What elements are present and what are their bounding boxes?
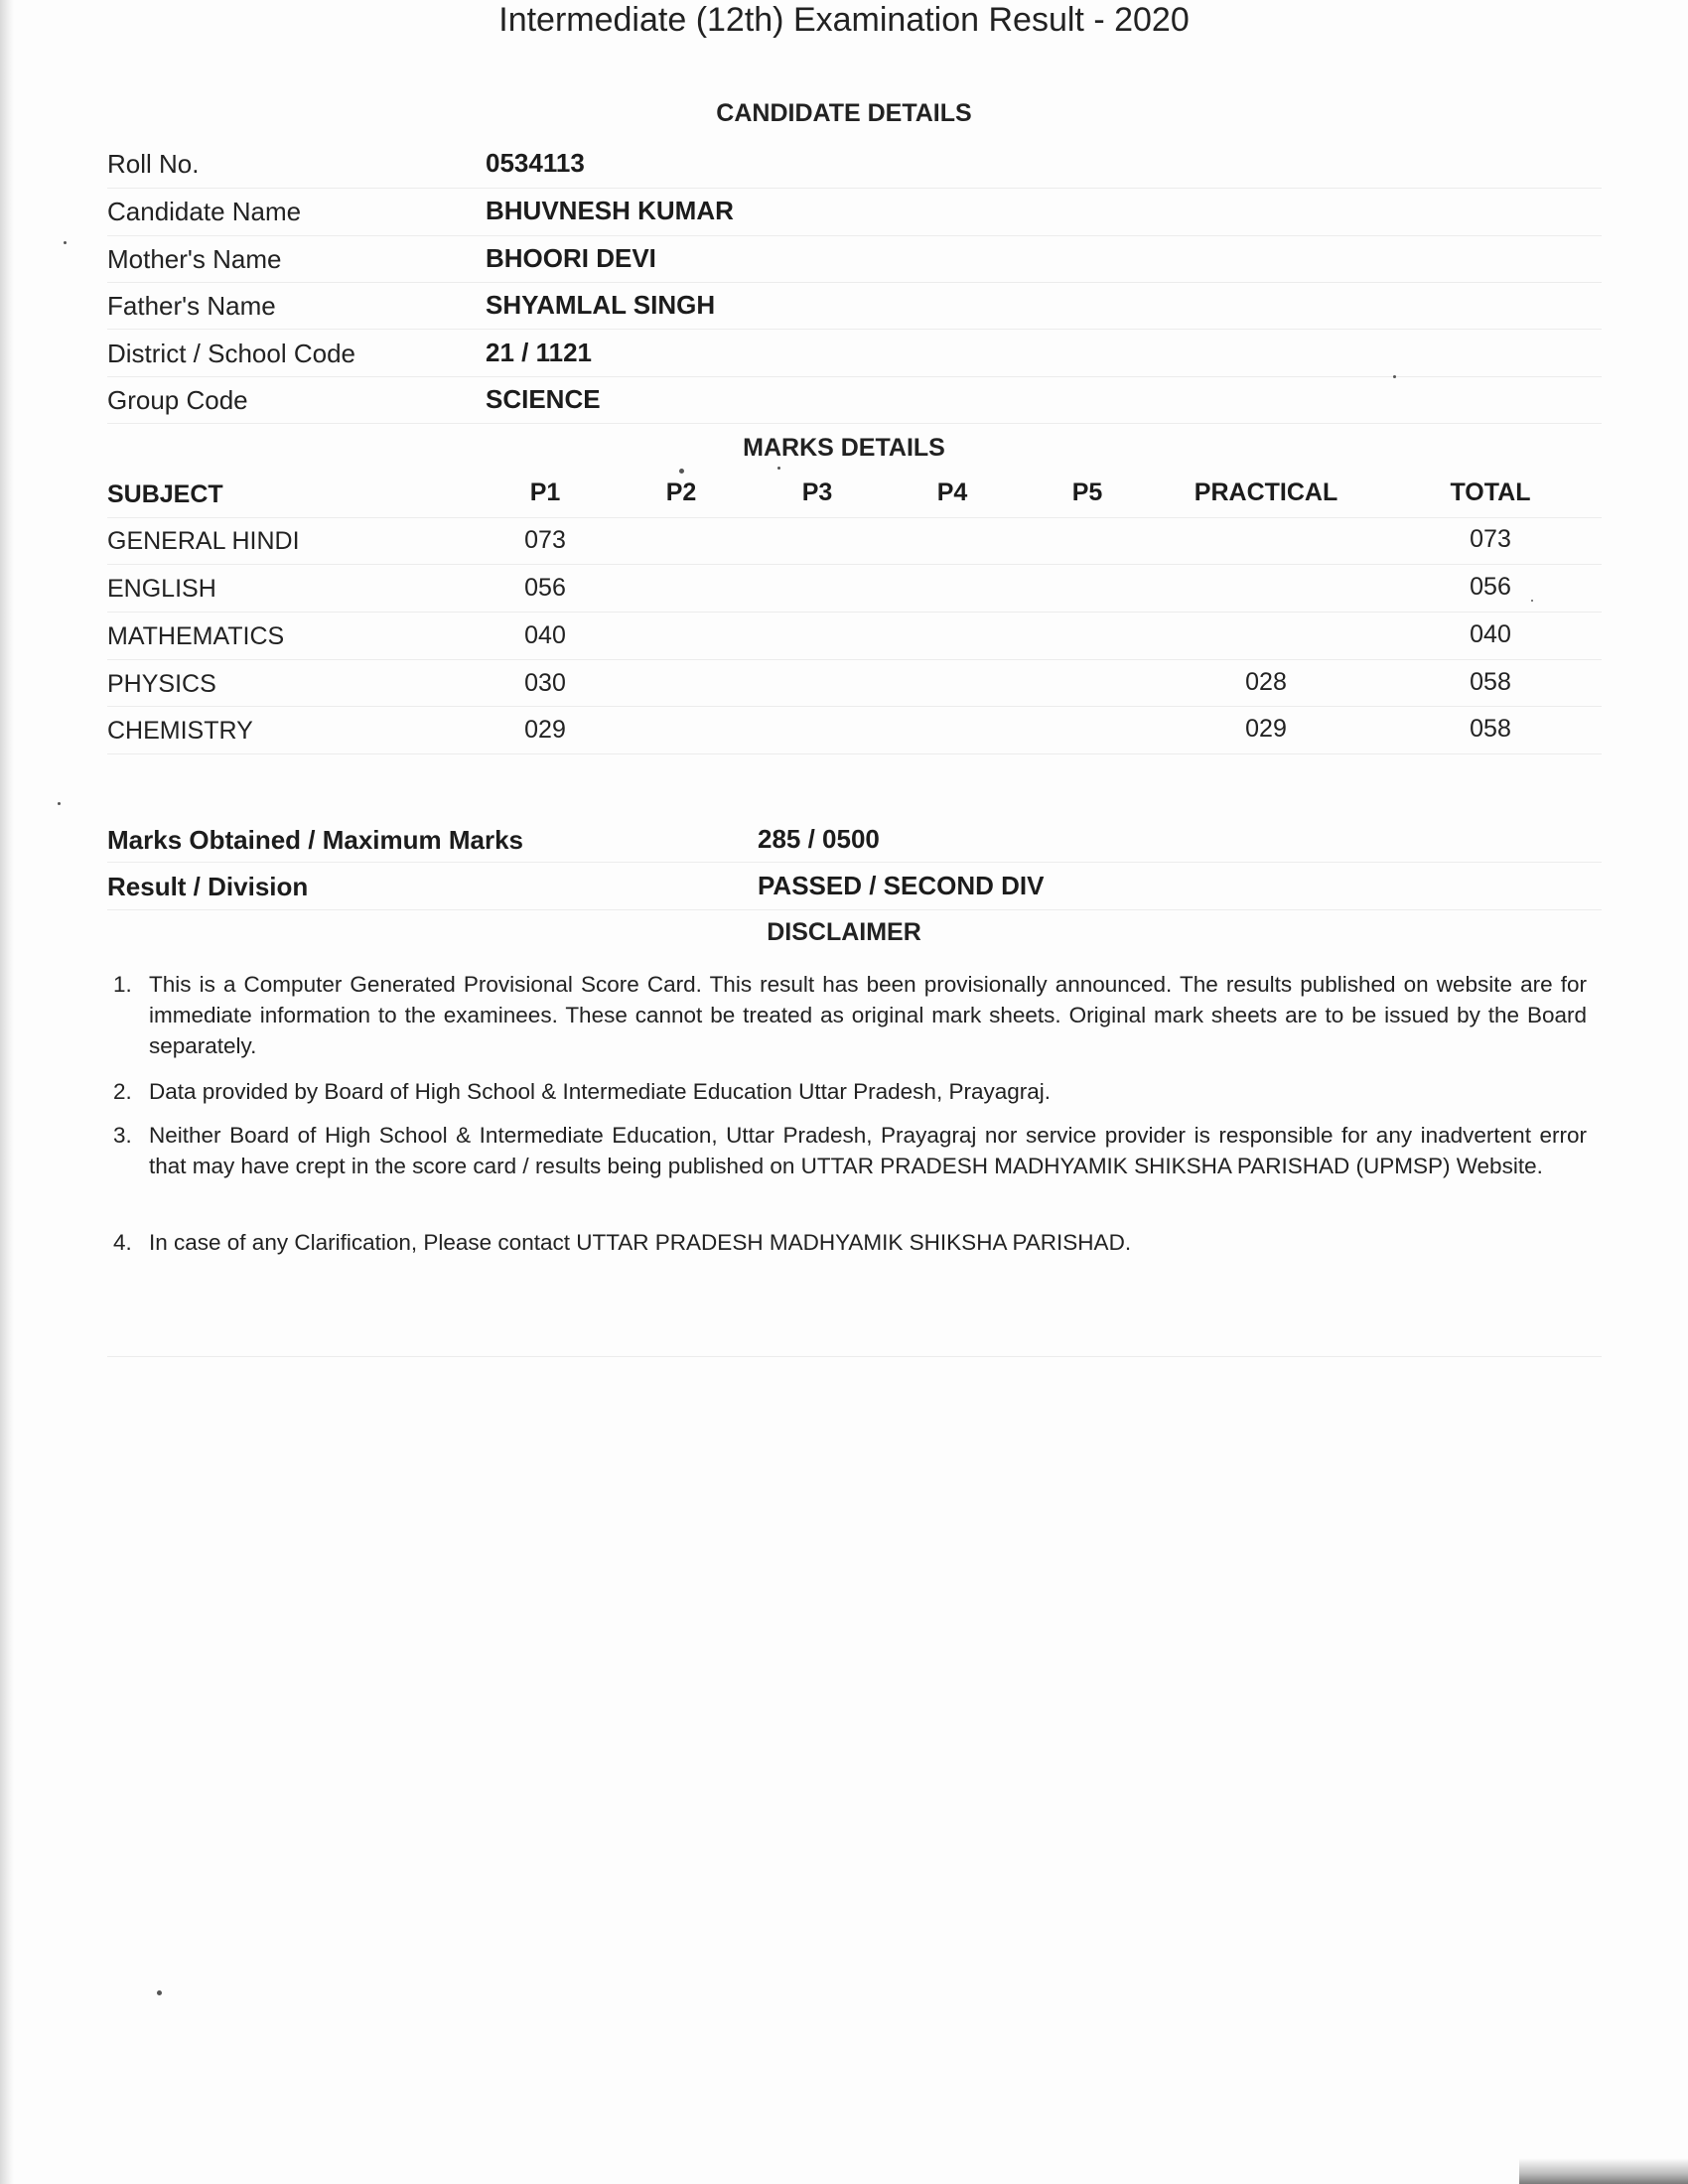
marks-obtained-value: 285 / 0500 — [758, 824, 880, 854]
mark-total: 058 — [1470, 715, 1511, 743]
candidate-name-value: BHUVNESH KUMAR — [486, 196, 734, 225]
column-header-p1: P1 — [529, 478, 561, 506]
mark-total: 073 — [1470, 525, 1511, 553]
district-school-code-label: District / School Code — [107, 339, 355, 368]
scan-speck — [1531, 600, 1533, 602]
disclaimer-item — [107, 969, 1587, 1061]
row-divider — [107, 753, 1602, 754]
subject-name: PHYSICS — [107, 670, 216, 698]
row-divider — [107, 659, 1602, 660]
column-header-p4: P4 — [936, 478, 968, 506]
mark-practical: 029 — [1245, 715, 1287, 743]
disclaimer-item-text: Data provided by Board of High School & Intermediate Education Uttar Pradesh, Prayagraj. — [149, 1079, 1051, 1104]
disclaimer-item — [107, 1120, 1587, 1181]
disclaimer-item-text: Neither Board of High School & Intermediate Education, Uttar Pradesh, Prayagraj nor service provider is responsible for any inadvertent error that may have crept in the score card / results being published on UTTAR PRADESH MADHYAMIK SHIKSHA PARISHAD (UPMSP) Website. — [149, 1123, 1587, 1178]
candidate-details-heading: CANDIDATE DETAILS — [716, 99, 972, 127]
result-division-value: PASSED / SECOND DIV — [758, 871, 1045, 900]
mark-practical: 028 — [1245, 668, 1287, 696]
group-code-label: Group Code — [107, 385, 248, 415]
row-divider — [107, 564, 1602, 565]
candidate-name-label: Candidate Name — [107, 197, 302, 226]
row-divider — [107, 612, 1602, 613]
row-divider — [107, 188, 1602, 189]
district-school-code-value: 21 / 1121 — [486, 338, 592, 367]
roll-no-value: 0534113 — [486, 148, 585, 178]
column-header-subject: SUBJECT — [107, 480, 223, 508]
disclaimer-item-number: 3. — [113, 1123, 132, 1148]
disclaimer-item-number: 1. — [113, 972, 132, 997]
disclaimer-heading: DISCLAIMER — [767, 918, 921, 946]
scan-speck — [777, 467, 780, 470]
disclaimer-item-text: This is a Computer Generated Provisional Score Card. This result has been provisionally announced. The results published on website are for immediate information to the examinees. These cannot be treated as original mark sheets. Original mark sheets are to be issued by the Board separately. — [149, 972, 1587, 1058]
column-header-p5: P5 — [1071, 478, 1103, 506]
scan-corner-shadow — [1519, 2158, 1688, 2184]
group-code-value: SCIENCE — [486, 384, 601, 414]
marks-obtained-label: Marks Obtained / Maximum Marks — [107, 825, 524, 855]
mark-p1: 073 — [524, 526, 566, 554]
mark-p1: 040 — [524, 621, 566, 649]
mother-name-value: BHOORI DEVI — [486, 243, 656, 273]
mark-p1: 056 — [524, 574, 566, 602]
row-divider — [107, 235, 1602, 236]
mark-p1: 029 — [524, 716, 566, 744]
column-header-p2: P2 — [665, 478, 697, 506]
father-name-value: SHYAMLAL SINGH — [486, 290, 716, 320]
scan-speck — [64, 241, 67, 244]
subject-name: MATHEMATICS — [107, 622, 285, 650]
subject-name: GENERAL HINDI — [107, 527, 300, 555]
row-divider — [107, 282, 1602, 283]
subject-name: ENGLISH — [107, 575, 216, 603]
row-divider — [107, 706, 1602, 707]
row-divider — [107, 376, 1602, 377]
disclaimer-item-text: In case of any Clarification, Please contact UTTAR PRADESH MADHYAMIK SHIKSHA PARISHAD. — [149, 1230, 1132, 1255]
scan-edge-shadow — [0, 0, 14, 2184]
mark-p1: 030 — [524, 669, 566, 697]
mark-total: 040 — [1470, 620, 1511, 648]
result-division-label: Result / Division — [107, 872, 309, 901]
column-header-total: TOTAL — [1450, 478, 1531, 506]
mother-name-label: Mother's Name — [107, 244, 282, 274]
subject-name: CHEMISTRY — [107, 717, 253, 745]
row-divider — [107, 862, 1602, 863]
scan-speck — [1393, 375, 1396, 378]
mark-total: 058 — [1470, 668, 1511, 696]
mark-total: 056 — [1470, 573, 1511, 601]
disclaimer-item-number: 2. — [113, 1079, 132, 1104]
row-divider — [107, 517, 1602, 518]
scan-speck — [679, 469, 684, 474]
row-divider — [107, 329, 1602, 330]
disclaimer-item — [107, 1227, 1587, 1258]
page-title: Intermediate (12th) Examination Result - 2020 — [498, 1, 1190, 39]
row-divider — [107, 423, 1602, 424]
column-header-practical: PRACTICAL — [1194, 478, 1338, 506]
scan-speck — [157, 1990, 162, 1995]
disclaimer-item — [107, 1076, 1587, 1107]
row-divider — [107, 909, 1602, 910]
column-header-p3: P3 — [801, 478, 833, 506]
father-name-label: Father's Name — [107, 291, 276, 321]
roll-no-label: Roll No. — [107, 149, 200, 179]
marks-details-heading: MARKS DETAILS — [743, 434, 945, 462]
disclaimer-item-number: 4. — [113, 1230, 132, 1255]
row-divider — [107, 1356, 1602, 1357]
scan-speck — [58, 802, 61, 805]
